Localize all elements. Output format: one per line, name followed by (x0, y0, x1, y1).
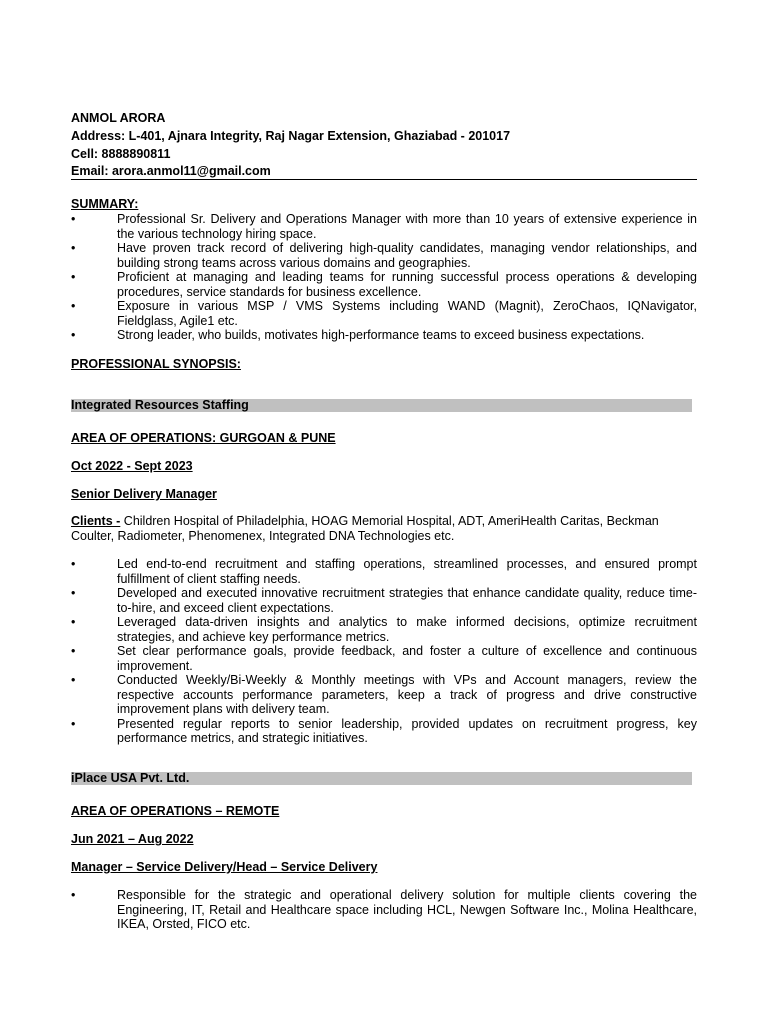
bullet-icon: • (71, 716, 76, 731)
company-name: iPlace USA Pvt. Ltd. (71, 771, 190, 785)
list-item: • Presented regular reports to senior leadership, provided updates on recruitment progress, key performance metrics, and strategic initiatives. (71, 716, 697, 745)
bullet-icon: • (71, 615, 76, 629)
list-item: • Leveraged data-driven insights and analytics to make informed decisions, optimize recruitment strategies, and achieve key performance metrics. (71, 615, 697, 644)
bullet-icon: • (71, 299, 76, 313)
area-of-operations: AREA OF OPERATIONS: GURGOAN & PUNE (71, 431, 336, 445)
list-item: • Developed and executed innovative recruitment strategies that enhance candidate quality, reduce time-to-hire, and exceed client expectations. (71, 586, 697, 615)
email-line: Email: arora.anmol11@gmail.com (71, 164, 271, 178)
company-band (71, 399, 692, 412)
list-item: • Led end-to-end recruitment and staffing operations, streamlined processes, and ensured prompt fulfillment of client staffing needs. (71, 557, 697, 586)
summary-heading: SUMMARY: (71, 197, 139, 211)
list-item: • Exposure in various MSP / VMS Systems including WAND (Magnit), ZeroChaos, IQNavigator, Fieldglass, Agile1 etc. (71, 299, 697, 328)
job1-responsibilities (71, 557, 697, 746)
list-item: • Have proven track record of delivering high-quality candidates, managing vendor relationships, and building strong teams across various domains and geographies. (71, 241, 697, 270)
job-dates: Oct 2022 - Sept 2023 (71, 459, 193, 473)
list-item: • Strong leader, who builds, motivates high-performance teams to exceed business expectations. (71, 328, 645, 342)
job-title: Manager – Service Delivery/Head – Service Delivery (71, 860, 378, 874)
summary-list (71, 212, 697, 343)
bullet-icon: • (71, 557, 76, 571)
synopsis-heading: PROFESSIONAL SYNOPSIS: (71, 357, 241, 371)
candidate-name: ANMOL ARORA (71, 111, 166, 125)
list-item: • Conducted Weekly/Bi-Weekly & Monthly meetings with VPs and Account managers, review the respective accounts performance parameters, keep a track of progress and drive constructive improvement plans with delivery team. (71, 673, 697, 716)
bullet-icon: • (71, 328, 76, 342)
list-item: • Proficient at managing and leading teams for running successful process operations & developing procedures, service standards for business excellence. (71, 270, 697, 299)
company-name: Integrated Resources Staffing (71, 398, 249, 412)
job-dates: Jun 2021 – Aug 2022 (71, 832, 194, 846)
bullet-icon: • (71, 270, 76, 284)
address-line: Address: L-401, Ajnara Integrity, Raj Nagar Extension, Ghaziabad - 201017 (71, 129, 511, 143)
area-of-operations: AREA OF OPERATIONS – REMOTE (71, 804, 280, 818)
bullet-icon: • (71, 888, 76, 902)
clients-label: Clients - (71, 514, 121, 528)
list-item: • Professional Sr. Delivery and Operations Manager with more than 10 years of extensive experience in the various technology hiring space. (71, 212, 697, 241)
job-title: Senior Delivery Manager (71, 487, 217, 501)
clients-paragraph (71, 514, 697, 543)
company-band (71, 772, 692, 785)
bullet-icon: • (71, 673, 76, 687)
list-item: • Responsible for the strategic and operational delivery solution for multiple clients covering the Engineering, IT, Retail and Healthcare space including HCL, Newgen Software Inc., Molina Healthcare, IKEA, Orsted, FICO etc. (71, 888, 697, 931)
header-divider (71, 179, 697, 180)
job2-responsibilities (71, 888, 697, 932)
cell-line: Cell: 8888890811 (71, 147, 171, 161)
bullet-icon: • (71, 644, 76, 658)
clients-text: Children Hospital of Philadelphia, HOAG Memorial Hospital, ADT, AmeriHealth Caritas, Beckman Coulter, Radiometer, Phenomenex, Integrated DNA Technologies etc. (71, 514, 659, 543)
bullet-icon: • (71, 586, 76, 600)
bullet-icon: • (71, 241, 76, 255)
bullet-icon: • (71, 212, 76, 226)
list-item: • Set clear performance goals, provide feedback, and foster a culture of excellence and continuous improvement. (71, 644, 697, 673)
